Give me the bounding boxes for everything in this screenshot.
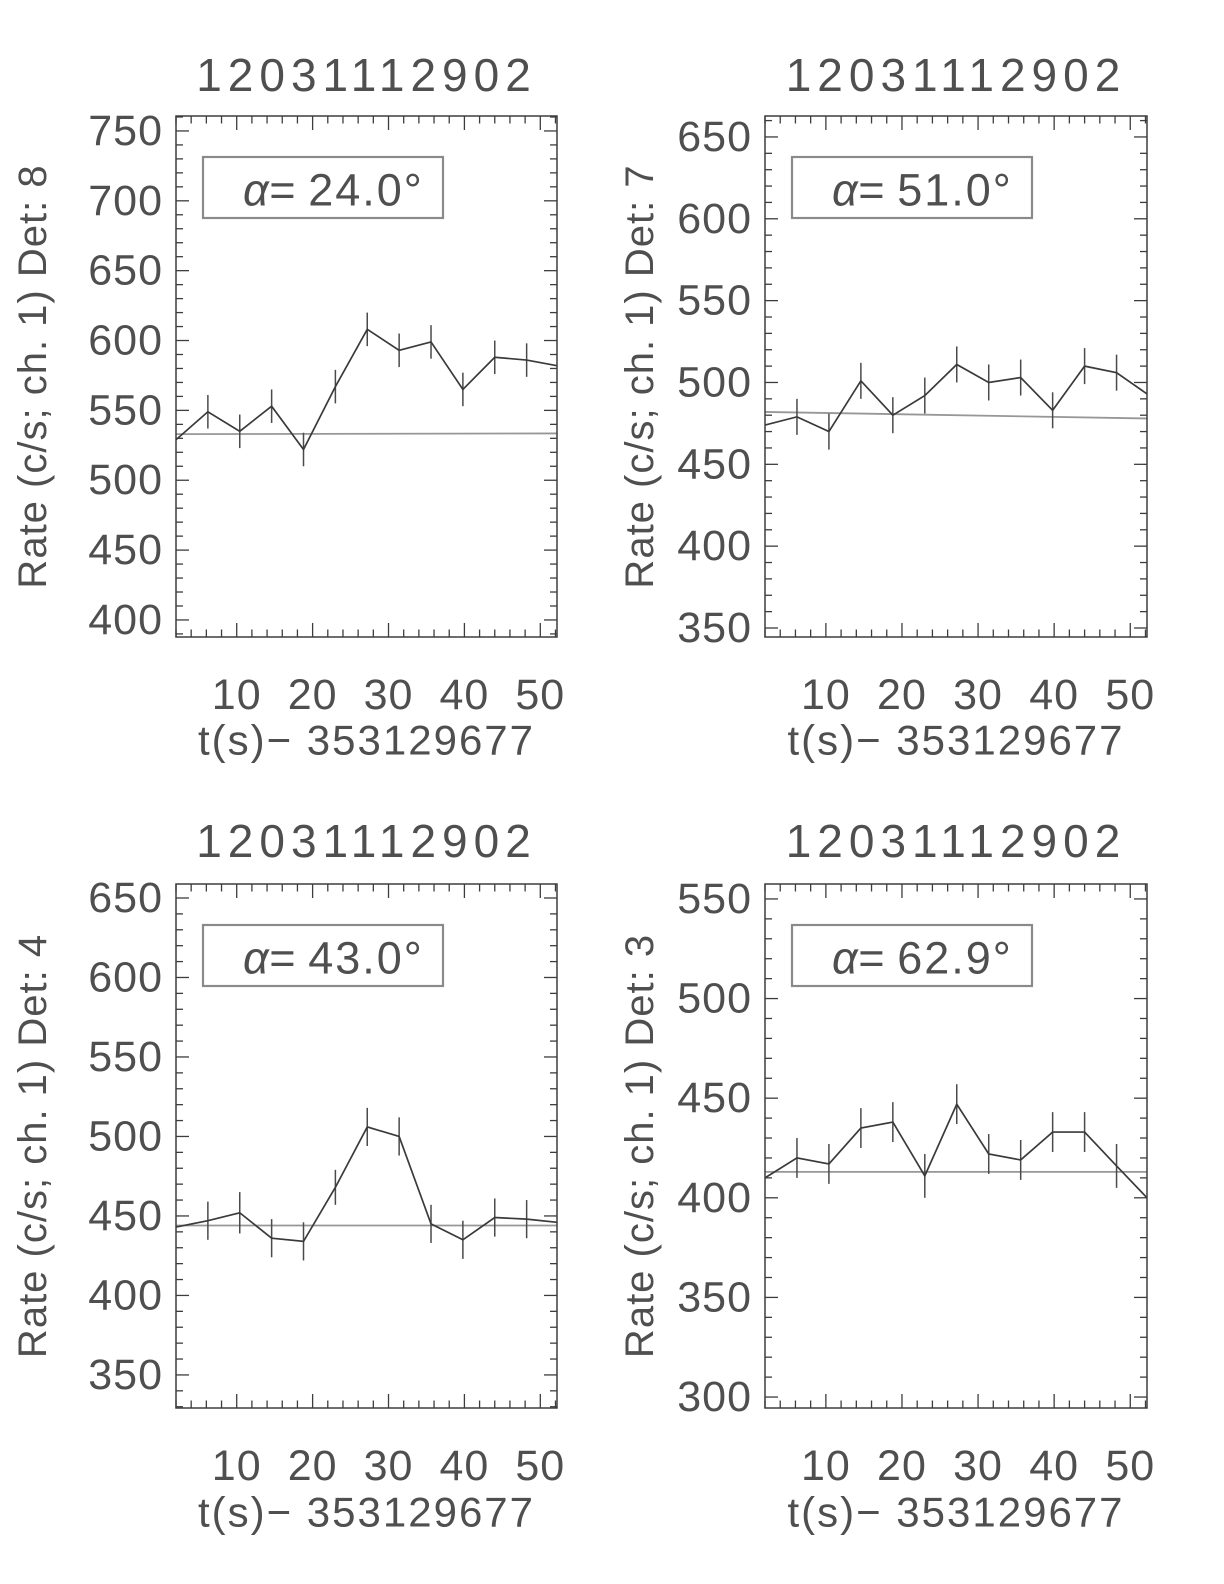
x-tick-label: 30	[363, 671, 414, 719]
y-tick-label: 600	[88, 316, 163, 365]
x-tick-label: 40	[1029, 671, 1080, 719]
alpha-symbol-label: α=	[243, 164, 295, 216]
y-tick-label: 600	[88, 953, 163, 1002]
y-tick-label: 550	[677, 276, 752, 325]
x-axis-label: t(s)− 353129677	[787, 716, 1125, 764]
x-tick-label: 40	[1029, 1442, 1080, 1490]
y-tick-label: 350	[677, 603, 752, 652]
y-axis-label: Rate (c/s; ch. 1) Det: 3	[618, 933, 662, 1359]
alpha-symbol-label: α=	[832, 932, 884, 984]
plot-title: 12031112902	[785, 815, 1127, 867]
plot-panel-det3	[612, 792, 1224, 1584]
light-curve-line	[765, 364, 1147, 431]
x-tick-label: 20	[287, 671, 338, 719]
x-tick-label: 10	[211, 1442, 262, 1490]
alpha-value: 62.9°	[897, 932, 1013, 984]
y-tick-label: 450	[88, 1191, 163, 1240]
y-tick-label: 600	[677, 194, 752, 243]
light-curve-line	[765, 1104, 1147, 1198]
y-tick-label: 450	[677, 1074, 752, 1123]
y-tick-label: 550	[88, 1032, 163, 1081]
x-axis-label: t(s)− 353129677	[197, 1488, 536, 1536]
y-tick-label: 500	[677, 974, 752, 1023]
y-tick-label: 350	[677, 1273, 752, 1322]
x-tick-label: 20	[877, 1442, 927, 1490]
y-axis-label: Rate (c/s; ch. 1) Det: 8	[11, 164, 55, 589]
light-curve-line	[176, 329, 557, 449]
y-tick-label: 500	[677, 358, 752, 407]
light-curve-line	[176, 1127, 557, 1241]
y-tick-label: 400	[88, 1271, 163, 1320]
plot-title: 12031112902	[196, 49, 537, 101]
x-tick-label: 40	[439, 1442, 490, 1490]
alpha-symbol-label: α=	[832, 164, 884, 216]
x-tick-label: 50	[1105, 671, 1156, 719]
y-tick-label: 650	[677, 112, 752, 161]
y-tick-label: 400	[677, 522, 752, 571]
background-model-line	[765, 412, 1147, 419]
y-tick-label: 550	[677, 874, 752, 923]
y-tick-label: 450	[88, 526, 163, 575]
x-tick-label: 50	[515, 671, 566, 719]
plot-panel-det8	[0, 0, 612, 792]
y-tick-label: 400	[677, 1173, 752, 1222]
plot-title: 12031112902	[196, 815, 537, 867]
y-tick-label: 500	[88, 1112, 163, 1161]
x-tick-label: 30	[953, 1442, 1003, 1490]
background-model-line	[176, 433, 557, 434]
y-tick-label: 700	[88, 176, 163, 225]
y-tick-label: 300	[677, 1373, 752, 1422]
x-tick-label: 10	[211, 671, 262, 719]
y-tick-label: 400	[88, 595, 163, 644]
x-tick-label: 20	[877, 671, 927, 719]
y-tick-label: 500	[88, 456, 163, 505]
y-tick-label: 550	[88, 386, 163, 435]
plot-panel-det4	[0, 792, 612, 1584]
alpha-value: 43.0°	[308, 932, 424, 984]
alpha-value: 24.0°	[308, 164, 424, 216]
x-tick-label: 10	[800, 1442, 851, 1490]
plot-panel-det7	[612, 0, 1224, 792]
y-axis-label: Rate (c/s; ch. 1) Det: 4	[11, 933, 55, 1359]
y-tick-label: 650	[88, 246, 163, 295]
plot-title: 12031112902	[785, 49, 1127, 101]
y-tick-label: 650	[88, 873, 163, 922]
y-tick-label: 450	[677, 440, 752, 489]
x-tick-label: 50	[1105, 1442, 1156, 1490]
x-axis-label: t(s)− 353129677	[787, 1488, 1125, 1536]
x-tick-label: 20	[287, 1442, 338, 1490]
x-tick-label: 50	[515, 1442, 566, 1490]
alpha-symbol-label: α=	[243, 932, 295, 984]
alpha-value: 51.0°	[897, 164, 1013, 216]
x-axis-label: t(s)− 353129677	[197, 716, 536, 764]
x-tick-label: 10	[800, 671, 851, 719]
y-axis-label: Rate (c/s; ch. 1) Det: 7	[618, 164, 662, 589]
x-tick-label: 30	[953, 671, 1003, 719]
x-tick-label: 40	[439, 671, 490, 719]
y-tick-label: 750	[88, 106, 163, 155]
y-tick-label: 350	[88, 1350, 163, 1399]
x-tick-label: 30	[363, 1442, 414, 1490]
